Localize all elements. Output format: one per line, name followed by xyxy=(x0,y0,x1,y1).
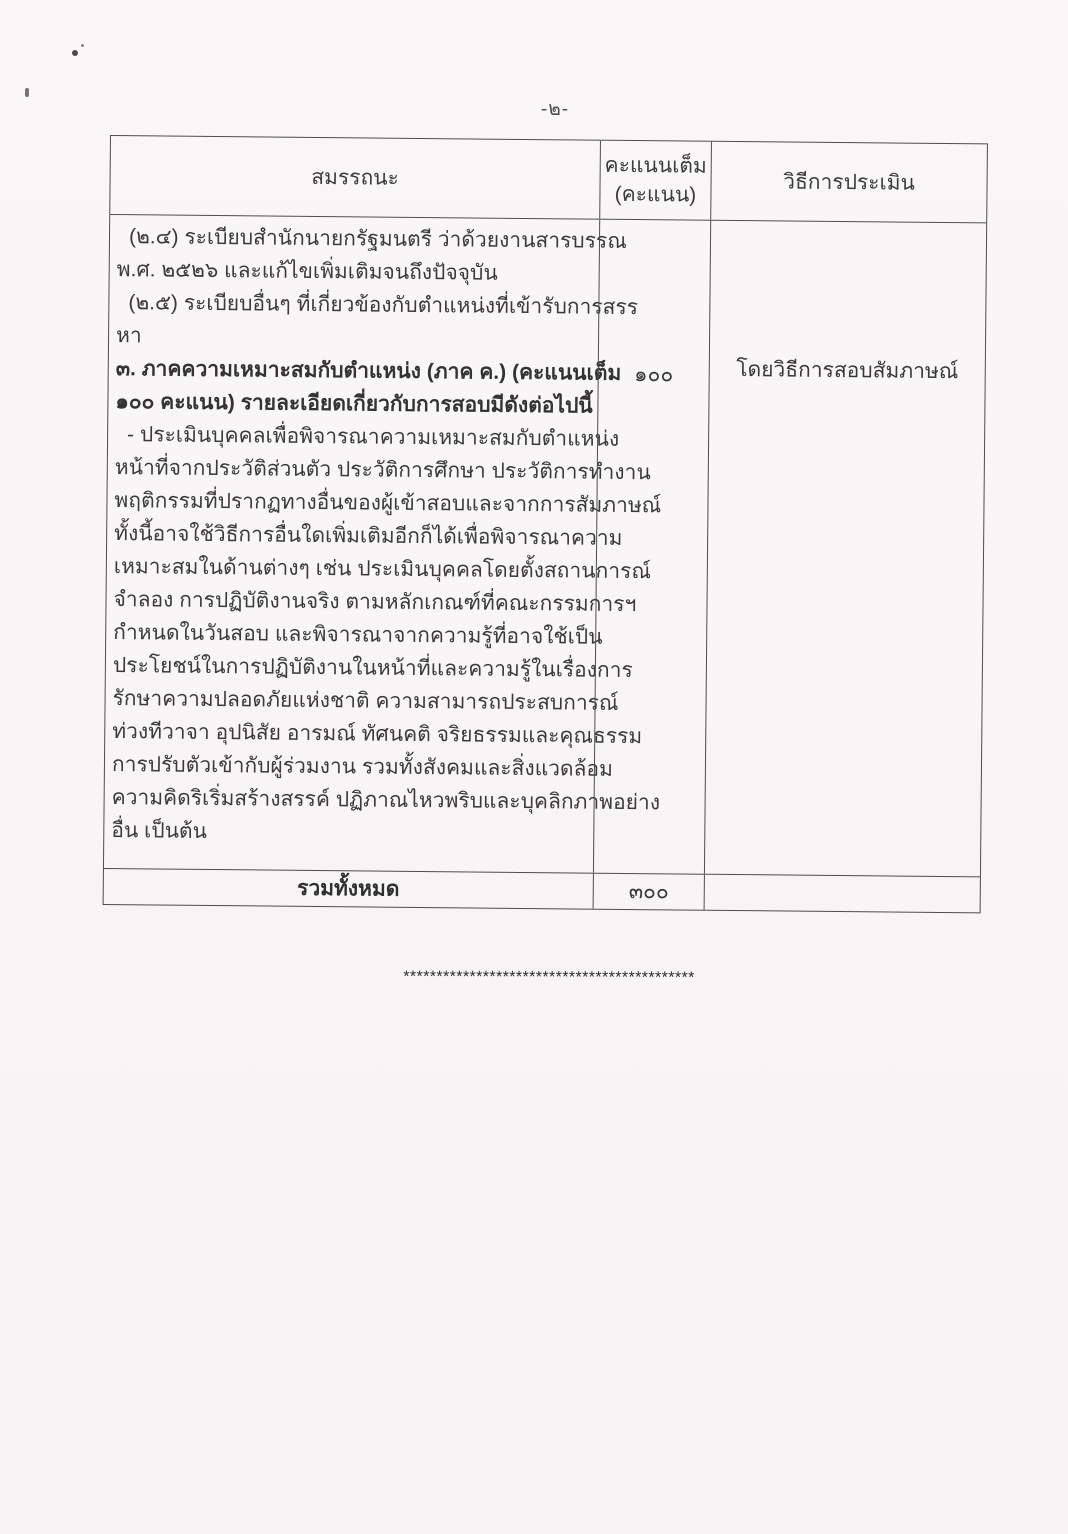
method-value-cell xyxy=(704,221,986,877)
ink-mark xyxy=(81,44,84,47)
table-body-line: เหมาะสมในด้านต่างๆ เช่น ประเมินบุคคลโดยตั้งสถานการณ์ xyxy=(113,555,651,584)
total-score-cell xyxy=(593,874,704,910)
evaluation-table xyxy=(103,135,988,913)
table-body-line: ทั้งนี้อาจใช้วิธีการอื่นใดเพิ่มเติมอีกก็ได้เพื่อพิจารณาความ xyxy=(114,522,623,550)
table-body-line: (๒.๔) ระเบียบสำนักนายกรัฐมนตรี ว่าด้วยงานสารบรรณ xyxy=(128,225,627,253)
asterisk-separator: ******************************************** xyxy=(403,968,695,987)
score-value: ๑๐๐ xyxy=(634,363,674,387)
ink-mark xyxy=(25,88,29,97)
table-body-line: ๓. ภาคความเหมาะสมกับตำแหน่ง (ภาค ค.) (คะแนนเต็ม xyxy=(115,357,622,385)
table-body-line: หน้าที่จากประวัติส่วนตัว ประวัติการศึกษา ประวัติการทำงาน xyxy=(114,456,651,485)
table-body-line: ประโยชน์ในการปฏิบัติงานในหน้าที่และความรู้ในเรื่องการ xyxy=(112,654,633,683)
score-value-cell xyxy=(593,220,710,874)
table-body-row xyxy=(104,214,986,876)
table-body-line: พ.ศ. ๒๕๒๖ และแก้ไขเพิ่มเติมจนถึงปัจจุบัน xyxy=(116,258,498,285)
header-method-label: วิธีการประเมิน xyxy=(783,169,916,195)
header-cell-score xyxy=(599,141,711,220)
table-body-line: พฤติกรรมที่ปรากฏทางอื่นของผู้เข้าสอบและจากการสัมภาษณ์ xyxy=(114,489,662,518)
method-value: โดยวิธีการสอบสัมภาษณ์ xyxy=(736,358,959,384)
header-cell-competency xyxy=(110,136,600,219)
ink-mark xyxy=(72,50,78,56)
competency-text-cell xyxy=(104,215,662,873)
header-score-label-line2: (คะแนน) xyxy=(614,182,697,207)
table-body-line: รักษาความปลอดภัยแห่งชาติ ความสามารถประสบการณ์ xyxy=(112,687,619,715)
table-body-line: - ประเมินบุคคลเพื่อพิจารณาความเหมาะสมกับตำแหน่ง xyxy=(127,423,620,451)
table-body-line: ท่วงทีวาจา อุปนิสัย อารมณ์ ทัศนคติ จริยธรรมและคุณธรรม xyxy=(112,720,643,749)
table-body-line: (๒.๕) ระเบียบอื่นๆ ที่เกี่ยวข้องกับตำแหน่งที่เข้ารับการสรร xyxy=(128,291,639,320)
total-score-value: ๓๐๐ xyxy=(628,880,669,904)
page-number: -๒- xyxy=(540,99,570,120)
header-competency-label: สมรรถนะ xyxy=(311,165,399,190)
header-cell-method xyxy=(710,142,987,223)
table-body-line: อื่น เป็นต้น xyxy=(111,819,208,843)
total-label: รวมทั้งหมด xyxy=(296,876,400,901)
table-body-line: การปรับตัวเข้ากับผู้ร่วมงาน รวมทั้งสังคมและสิ่งแวดล้อม xyxy=(111,753,614,781)
total-label-cell xyxy=(104,869,593,909)
table-body-line: ความคิดริเริ่มสร้างสรรค์ ปฏิภาณไหวพริบและบุคลิกภาพอย่าง xyxy=(111,786,661,815)
table-header-row xyxy=(110,136,987,222)
table-body-line: หา xyxy=(115,324,142,348)
total-method-cell xyxy=(704,875,980,913)
table-body-line: จำลอง การปฏิบัติงานจริง ตามหลักเกณฑ์ที่คณะกรรมการฯ xyxy=(113,588,637,617)
table-body-line: กำหนดในวันสอบ และพิจารณาจากความรู้ที่อาจใช้เป็น xyxy=(113,621,603,649)
header-score-label-line1: คะแนนเต็ม xyxy=(604,153,707,178)
table-body-line: ๑๐๐ คะแนน) รายละเอียดเกี่ยวกับการสอบมีดังต่อไปนี้ xyxy=(115,390,593,418)
